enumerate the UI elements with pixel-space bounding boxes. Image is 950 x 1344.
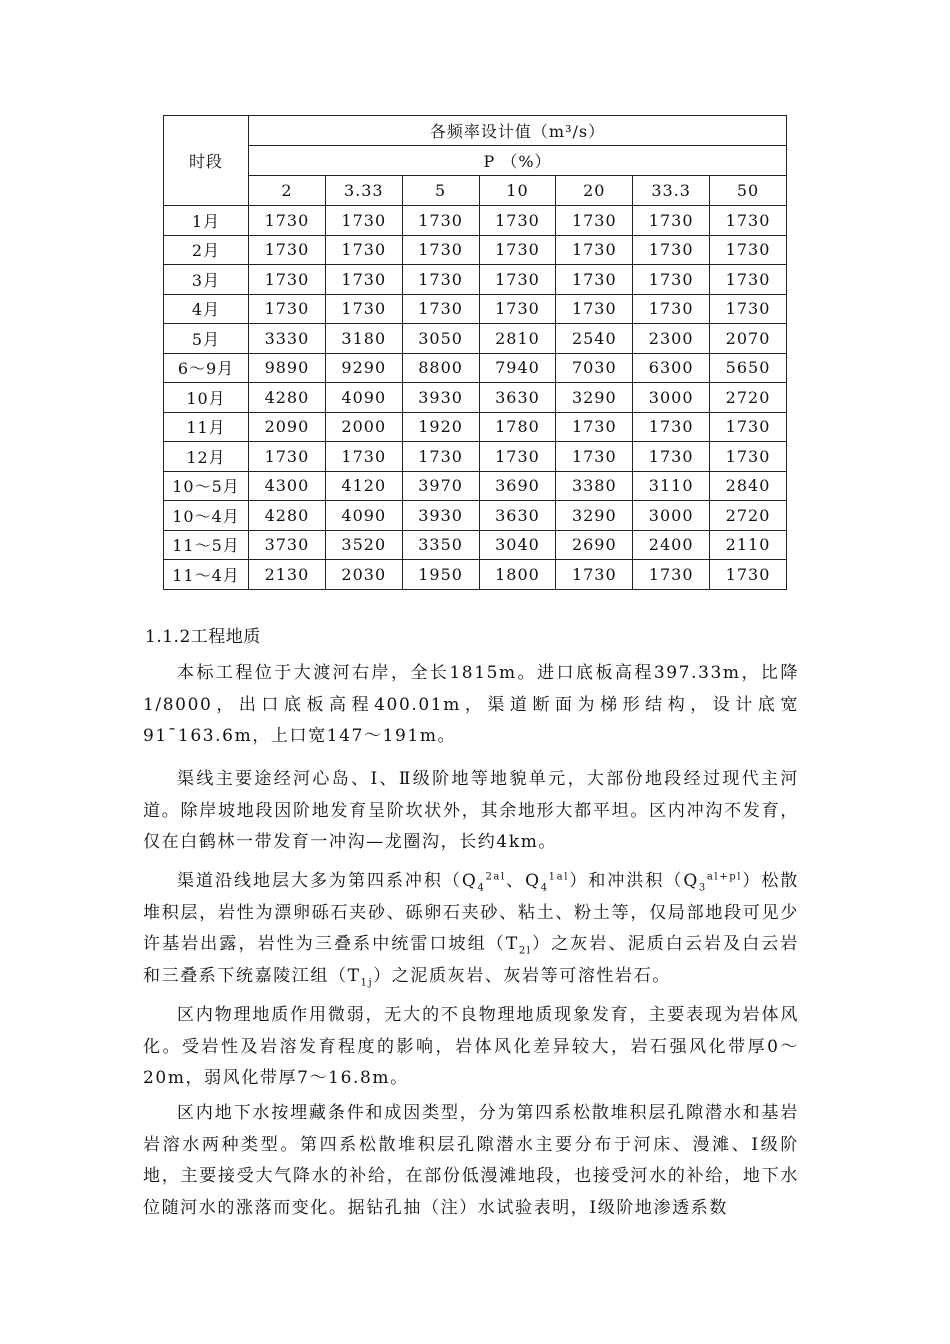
value-cell: 3000 — [633, 383, 710, 413]
value-cell: 1730 — [556, 442, 633, 472]
value-cell: 1730 — [556, 206, 633, 236]
value-cell: 7940 — [479, 353, 556, 383]
table-row — [164, 324, 787, 354]
table-row — [164, 265, 787, 295]
period-cell: 3月 — [164, 265, 249, 295]
table-row — [164, 353, 787, 383]
value-cell: 3350 — [402, 530, 479, 560]
value-cell: 1730 — [402, 235, 479, 265]
value-cell: 9290 — [325, 353, 402, 383]
value-cell: 1730 — [249, 442, 326, 472]
value-cell: 3690 — [479, 471, 556, 501]
paragraph-overview: 本标工程位于大渡河右岸，全长1815m。进口底板高程397.33m，比降1/8000，出口底板高程400.01m，渠道断面为梯形结构，设计底宽91¯163.6m，上口宽147～191m。 — [143, 663, 799, 746]
period-cell: 5月 — [164, 324, 249, 354]
value-cell: 1730 — [325, 206, 402, 236]
p-column-header: 3.33 — [325, 176, 402, 206]
value-cell: 1730 — [710, 412, 787, 442]
table-row — [164, 530, 787, 560]
value-cell: 2070 — [710, 324, 787, 354]
value-cell: 1730 — [325, 294, 402, 324]
value-cell: 1730 — [710, 265, 787, 295]
value-cell: 2130 — [249, 560, 326, 590]
value-cell: 2720 — [710, 383, 787, 413]
value-cell: 4280 — [249, 501, 326, 531]
p-column-header: 20 — [556, 176, 633, 206]
value-cell: 1730 — [325, 265, 402, 295]
value-cell: 3930 — [402, 501, 479, 531]
value-cell: 8800 — [402, 353, 479, 383]
value-cell: 1730 — [325, 442, 402, 472]
paragraph-strata: 渠道沿线地层大多为第四系冲积（$Q_4^{2al}$、$Q_4^{1al}$）和冲洪积$(Q_3^{al+pl})$松散堆积层，岩性为漂卵砾石夹砂、砾卵石夹砂、粘土、粉土等，仅局部地段可见少许基岩出露，岩性为三叠系中统雷口坡组$(T_{2l})$之灰岩、泥质白云岩及白云岩和三叠系下统嘉陵江组$(T_{1j})$之泥质灰岩、灰岩等可溶性岩石。 — [143, 871, 800, 988]
value-cell: 1730 — [633, 235, 710, 265]
value-cell: 4090 — [325, 501, 402, 531]
value-cell: 1730 — [249, 235, 326, 265]
value-cell: 1780 — [479, 412, 556, 442]
value-cell: 7030 — [556, 353, 633, 383]
value-cell: 2090 — [249, 412, 326, 442]
value-cell: 3000 — [633, 501, 710, 531]
flow-design-table — [163, 115, 787, 590]
table-row — [164, 501, 787, 531]
value-cell: 1950 — [402, 560, 479, 590]
period-cell: 6～9月 — [164, 353, 249, 383]
period-cell: 10～5月 — [164, 471, 249, 501]
value-cell: 4120 — [325, 471, 402, 501]
value-cell: 1730 — [556, 294, 633, 324]
probability-header: P （%） — [249, 146, 787, 176]
value-cell: 1730 — [710, 442, 787, 472]
value-cell: 2540 — [556, 324, 633, 354]
value-cell: 4090 — [325, 383, 402, 413]
value-cell: 1730 — [249, 265, 326, 295]
value-cell: 1730 — [710, 294, 787, 324]
value-cell: 1920 — [402, 412, 479, 442]
section-heading: 1.1.2工程地质 — [145, 627, 261, 647]
value-cell: 1800 — [479, 560, 556, 590]
value-cell: 3330 — [249, 324, 326, 354]
period-header: 时段 — [164, 116, 249, 206]
p-column-header: 5 — [402, 176, 479, 206]
value-cell: 4300 — [249, 471, 326, 501]
value-cell: 1730 — [479, 265, 556, 295]
value-cell: 1730 — [633, 206, 710, 236]
table-row — [164, 471, 787, 501]
value-cell: 2110 — [710, 530, 787, 560]
table-row — [164, 294, 787, 324]
value-cell: 1730 — [402, 265, 479, 295]
value-cell: 1730 — [556, 560, 633, 590]
value-cell: 3730 — [249, 530, 326, 560]
value-cell: 4280 — [249, 383, 326, 413]
p-column-header: 2 — [249, 176, 326, 206]
value-cell: 1730 — [325, 235, 402, 265]
period-cell: 2月 — [164, 235, 249, 265]
value-cell: 1730 — [556, 235, 633, 265]
value-cell: 2400 — [633, 530, 710, 560]
value-cell: 1730 — [402, 294, 479, 324]
period-cell: 4月 — [164, 294, 249, 324]
p-column-header: 33.3 — [633, 176, 710, 206]
value-cell: 3630 — [479, 383, 556, 413]
period-cell: 11～4月 — [164, 560, 249, 590]
value-cell: 1730 — [710, 560, 787, 590]
value-cell: 9890 — [249, 353, 326, 383]
table-title: 各频率设计值（m³/s） — [249, 116, 787, 146]
value-cell: 3290 — [556, 383, 633, 413]
period-cell: 10月 — [164, 383, 249, 413]
period-cell: 11月 — [164, 412, 249, 442]
value-cell: 2000 — [325, 412, 402, 442]
paragraph-weathering: 区内物理地质作用微弱，无大的不良物理地质现象发育，主要表现为岩体风化。受岩性及岩溶发育程度的影响，岩体风化差异较大，岩石强风化带厚0～20m，弱风化带厚7～16.8m。 — [143, 1005, 799, 1088]
value-cell: 1730 — [710, 206, 787, 236]
value-cell: 1730 — [633, 294, 710, 324]
value-cell: 3040 — [479, 530, 556, 560]
value-cell: 3520 — [325, 530, 402, 560]
value-cell: 2690 — [556, 530, 633, 560]
period-cell: 11～5月 — [164, 530, 249, 560]
value-cell: 3050 — [402, 324, 479, 354]
value-cell: 1730 — [249, 206, 326, 236]
value-cell: 6300 — [633, 353, 710, 383]
value-cell: 3380 — [556, 471, 633, 501]
value-cell: 1730 — [633, 442, 710, 472]
value-cell: 3630 — [479, 501, 556, 531]
period-cell: 10～4月 — [164, 501, 249, 531]
table-row — [164, 442, 787, 472]
value-cell: 2300 — [633, 324, 710, 354]
value-cell: 2810 — [479, 324, 556, 354]
table-row — [164, 383, 787, 413]
value-cell: 1730 — [479, 206, 556, 236]
value-cell: 1730 — [402, 442, 479, 472]
value-cell: 3290 — [556, 501, 633, 531]
table-row — [164, 560, 787, 590]
paragraph-landform: 渠线主要途经河心岛、Ⅰ、Ⅱ级阶地等地貌单元，大部份地段经过现代主河道。除岸坡地段因阶地发育呈阶坎状外，其余地形大都平坦。区内冲沟不发育，仅在白鹤林一带发育一冲沟—龙圈沟，长约4km。 — [143, 769, 799, 852]
value-cell: 1730 — [556, 412, 633, 442]
paragraph-groundwater: 区内地下水按埋藏条件和成因类型，分为第四系松散堆积层孔隙潜水和基岩岩溶水两种类型。第四系松散堆积层孔隙潜水主要分布于河床、漫滩、Ⅰ级阶地，主要接受大气降水的补给，在部份低漫滩地段，也接受河水的补给，地下水位随河水的涨落而变化。据钻孔抽（注）水试验表明，Ⅰ级阶地渗透系数 — [143, 1103, 799, 1218]
value-cell: 5650 — [710, 353, 787, 383]
value-cell: 1730 — [479, 235, 556, 265]
value-cell: 3180 — [325, 324, 402, 354]
value-cell: 1730 — [479, 294, 556, 324]
value-cell: 3970 — [402, 471, 479, 501]
value-cell: 1730 — [710, 235, 787, 265]
period-cell: 12月 — [164, 442, 249, 472]
p-column-header: 10 — [479, 176, 556, 206]
value-cell: 2840 — [710, 471, 787, 501]
value-cell: 1730 — [479, 442, 556, 472]
value-cell: 2030 — [325, 560, 402, 590]
table-row — [164, 235, 787, 265]
p-column-header: 50 — [710, 176, 787, 206]
value-cell: 3110 — [633, 471, 710, 501]
value-cell: 3930 — [402, 383, 479, 413]
value-cell: 1730 — [633, 412, 710, 442]
period-cell: 1月 — [164, 206, 249, 236]
table-row — [164, 412, 787, 442]
value-cell: 1730 — [556, 265, 633, 295]
table-row — [164, 206, 787, 236]
value-cell: 1730 — [633, 265, 710, 295]
value-cell: 1730 — [402, 206, 479, 236]
value-cell: 1730 — [633, 560, 710, 590]
value-cell: 2720 — [710, 501, 787, 531]
value-cell: 1730 — [249, 294, 326, 324]
